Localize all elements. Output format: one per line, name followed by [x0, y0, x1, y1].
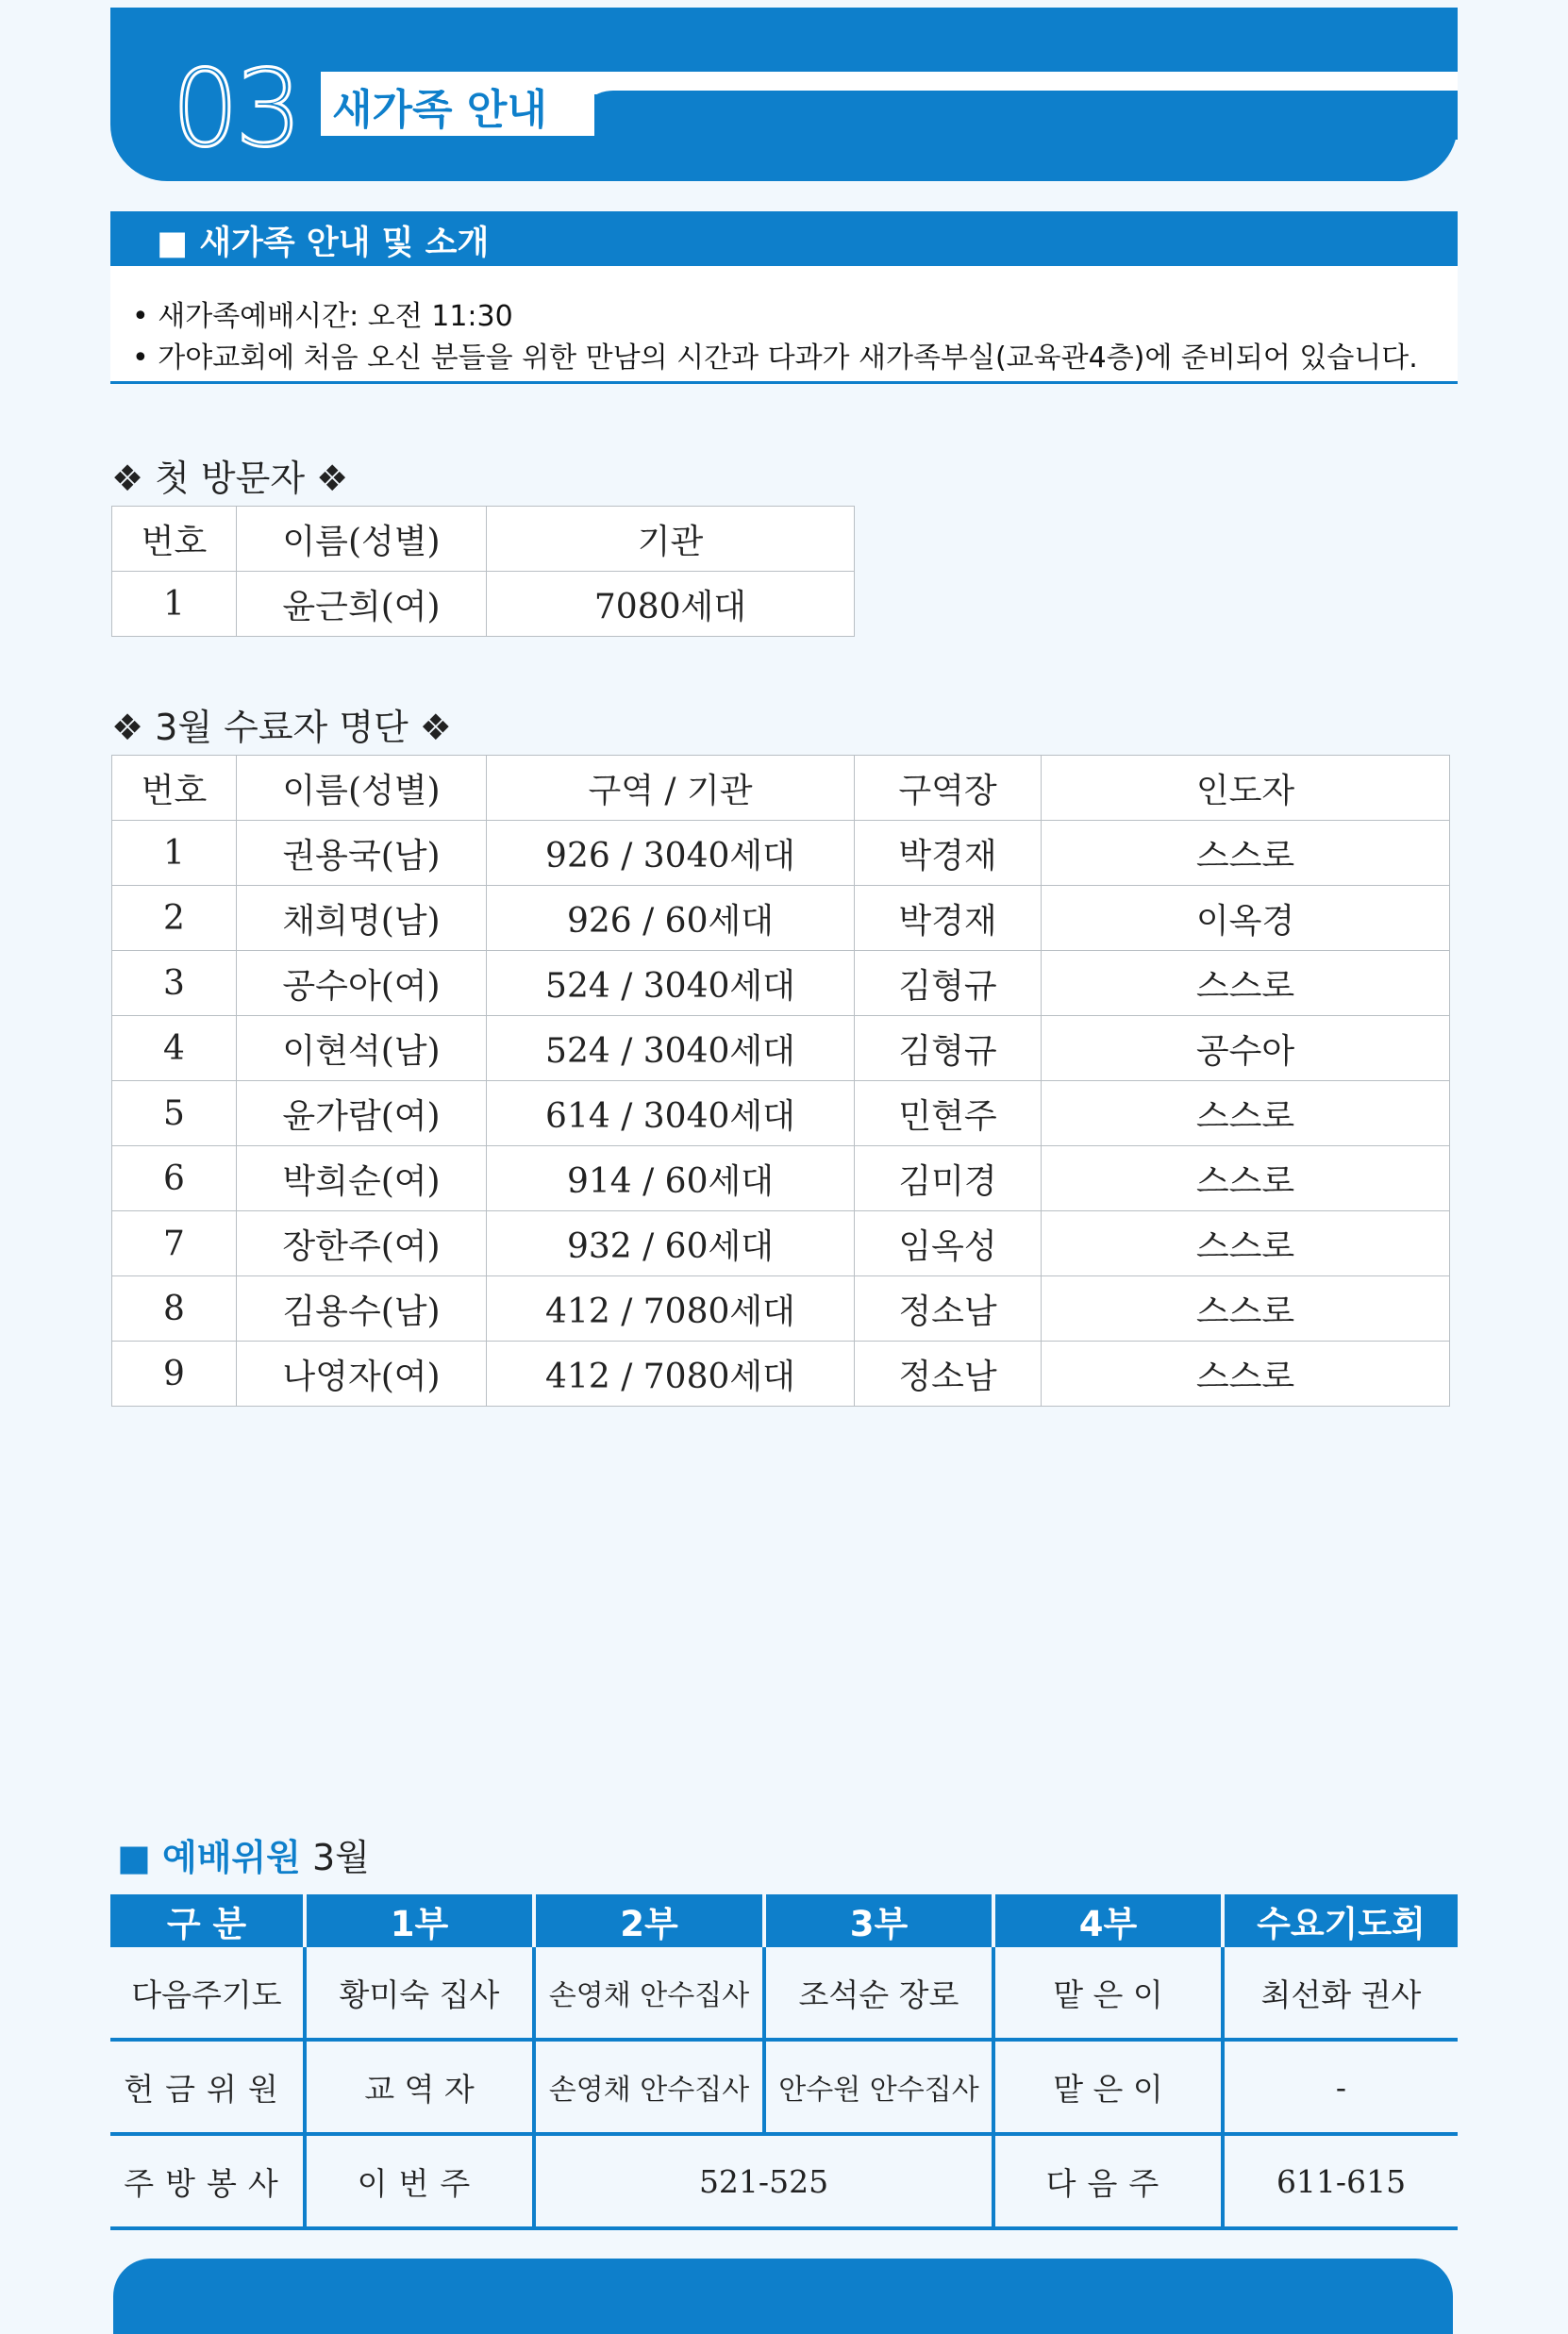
cell: 맡 은 이 — [993, 2040, 1223, 2134]
cell-group: 926 / 60세대 — [487, 886, 855, 951]
heading-marker: ■ — [117, 1837, 151, 1878]
cell-name: 공수아(여) — [237, 951, 487, 1016]
this-week-value: 521-525 — [534, 2134, 993, 2228]
table-row — [112, 821, 1450, 886]
cell-name: 권용국(남) — [237, 821, 487, 886]
header-tab — [575, 91, 1458, 140]
cell-number: 9 — [112, 1342, 237, 1407]
cell: 교 역 자 — [305, 2040, 534, 2134]
header-cell: 인도자 — [1042, 756, 1450, 821]
table-row — [112, 1276, 1450, 1342]
header-cell: 이름(성별) — [237, 756, 487, 821]
cell-group: 614 / 3040세대 — [487, 1081, 855, 1146]
cell-group: 524 / 3040세대 — [487, 1016, 855, 1081]
worship-committee-table — [110, 1894, 1458, 2230]
cell: 맡 은 이 — [993, 1947, 1223, 2040]
table-row — [112, 1211, 1450, 1276]
first-visitors-table — [111, 506, 855, 637]
worship-committee-heading — [117, 1828, 370, 1880]
cell-group: 412 / 7080세대 — [487, 1276, 855, 1342]
this-week-label: 이번주 — [305, 2134, 534, 2228]
header-cell: 구역 / 기관 — [487, 756, 855, 821]
kitchen-row — [110, 2134, 1458, 2228]
cell-group: 926 / 3040세대 — [487, 821, 855, 886]
header-cell: 구 분 — [110, 1894, 305, 1947]
cell: 조석순 장로 — [764, 1947, 993, 2040]
cell-guide: 스스로 — [1042, 1146, 1450, 1211]
cell-group: 412 / 7080세대 — [487, 1342, 855, 1407]
cell-guide: 스스로 — [1042, 1211, 1450, 1276]
graduates-heading: ❖ 3월 수료자 명단 ❖ — [111, 707, 452, 748]
row-label: 헌금위원 — [110, 2040, 305, 2134]
cell-leader: 박경재 — [855, 886, 1042, 951]
section-number: 03 — [172, 48, 299, 171]
intro-line-time: • 새가족예배시간: 오전 11:30 — [132, 300, 513, 333]
cell-number: 3 — [112, 951, 237, 1016]
first-visitors-heading: ❖ 첫 방문자 ❖ — [111, 458, 349, 499]
cell-name: 윤근희(여) — [237, 572, 487, 637]
table-row — [112, 572, 855, 637]
header-cell: 4부 — [993, 1894, 1223, 1947]
cell-number: 2 — [112, 886, 237, 951]
cell-guide: 스스로 — [1042, 951, 1450, 1016]
header-cell: 기관 — [487, 507, 855, 572]
cell: 황미숙 집사 — [305, 1947, 534, 2040]
table-row — [112, 1016, 1450, 1081]
next-week-value: 611-615 — [1223, 2134, 1458, 2228]
cell-number: 7 — [112, 1211, 237, 1276]
header-cell: 수요기도회 — [1223, 1894, 1458, 1947]
cell-name: 이현석(남) — [237, 1016, 487, 1081]
header-cell: 2부 — [534, 1894, 764, 1947]
cell-leader: 김미경 — [855, 1146, 1042, 1211]
cell-guide: 스스로 — [1042, 821, 1450, 886]
table-header-row — [112, 507, 855, 572]
cell: 손영채 안수집사 — [534, 2040, 764, 2134]
cell-guide: 공수아 — [1042, 1016, 1450, 1081]
next-week-label: 다음주 — [993, 2134, 1223, 2228]
cell-number: 5 — [112, 1081, 237, 1146]
cell-number: 1 — [112, 821, 237, 886]
header-cell: 1부 — [305, 1894, 534, 1947]
cell-leader: 박경재 — [855, 821, 1042, 886]
intro-title: ■ 새가족 안내 및 소개 — [157, 225, 490, 262]
cell-number: 1 — [112, 572, 237, 637]
cell: 손영채 안수집사 — [534, 1947, 764, 2040]
cell-name: 박희순(여) — [237, 1146, 487, 1211]
heading-title: 예배위원 — [162, 1837, 301, 1878]
row-label: 다음주기도 — [110, 1947, 305, 2040]
cell-group: 932 / 60세대 — [487, 1211, 855, 1276]
header-cell: 구역장 — [855, 756, 1042, 821]
prayer-row — [110, 1947, 1458, 2040]
cell-guide: 이옥경 — [1042, 886, 1450, 951]
cell-number: 4 — [112, 1016, 237, 1081]
intro-line-info: • 가야교회에 처음 오신 분들을 위한 만남의 시간과 다과가 새가족부실(교육관4층)에 준비되어 있습니다. — [132, 342, 1418, 375]
cell-leader: 임옥성 — [855, 1211, 1042, 1276]
row-label: 주방봉사 — [110, 2134, 305, 2228]
table-header-row — [110, 1894, 1458, 1947]
cell-leader: 김형규 — [855, 1016, 1042, 1081]
cell: 최선화 권사 — [1223, 1947, 1458, 2040]
cell: 안수원 안수집사 — [764, 2040, 993, 2134]
cell-guide: 스스로 — [1042, 1081, 1450, 1146]
footer-bar — [113, 2259, 1453, 2334]
cell-name: 장한주(여) — [237, 1211, 487, 1276]
cell-leader: 민현주 — [855, 1081, 1042, 1146]
cell-group: 7080세대 — [487, 572, 855, 637]
cell-name: 채희명(남) — [237, 886, 487, 951]
table-row — [112, 951, 1450, 1016]
header-cell: 번호 — [112, 756, 237, 821]
cell-leader: 정소남 — [855, 1342, 1042, 1407]
heading-month: 3월 — [311, 1837, 370, 1878]
graduates-table — [111, 755, 1450, 1407]
cell-name: 나영자(여) — [237, 1342, 487, 1407]
header-cell: 이름(성별) — [237, 507, 487, 572]
cell-number: 8 — [112, 1276, 237, 1342]
table-row — [112, 1081, 1450, 1146]
header-cell: 3부 — [764, 1894, 993, 1947]
cell-group: 524 / 3040세대 — [487, 951, 855, 1016]
header-cell: 번호 — [112, 507, 237, 572]
cell-guide: 스스로 — [1042, 1276, 1450, 1342]
cell-number: 6 — [112, 1146, 237, 1211]
table-row — [112, 886, 1450, 951]
table-header-row — [112, 756, 1450, 821]
cell-guide: 스스로 — [1042, 1342, 1450, 1407]
section-title: 새가족 안내 — [332, 86, 547, 134]
cell-name: 윤가람(여) — [237, 1081, 487, 1146]
offering-row — [110, 2040, 1458, 2134]
cell: - — [1223, 2040, 1458, 2134]
table-row — [112, 1146, 1450, 1211]
table-row — [112, 1342, 1450, 1407]
cell-leader: 김형규 — [855, 951, 1042, 1016]
cell-leader: 정소남 — [855, 1276, 1042, 1342]
cell-group: 914 / 60세대 — [487, 1146, 855, 1211]
cell-name: 김용수(남) — [237, 1276, 487, 1342]
